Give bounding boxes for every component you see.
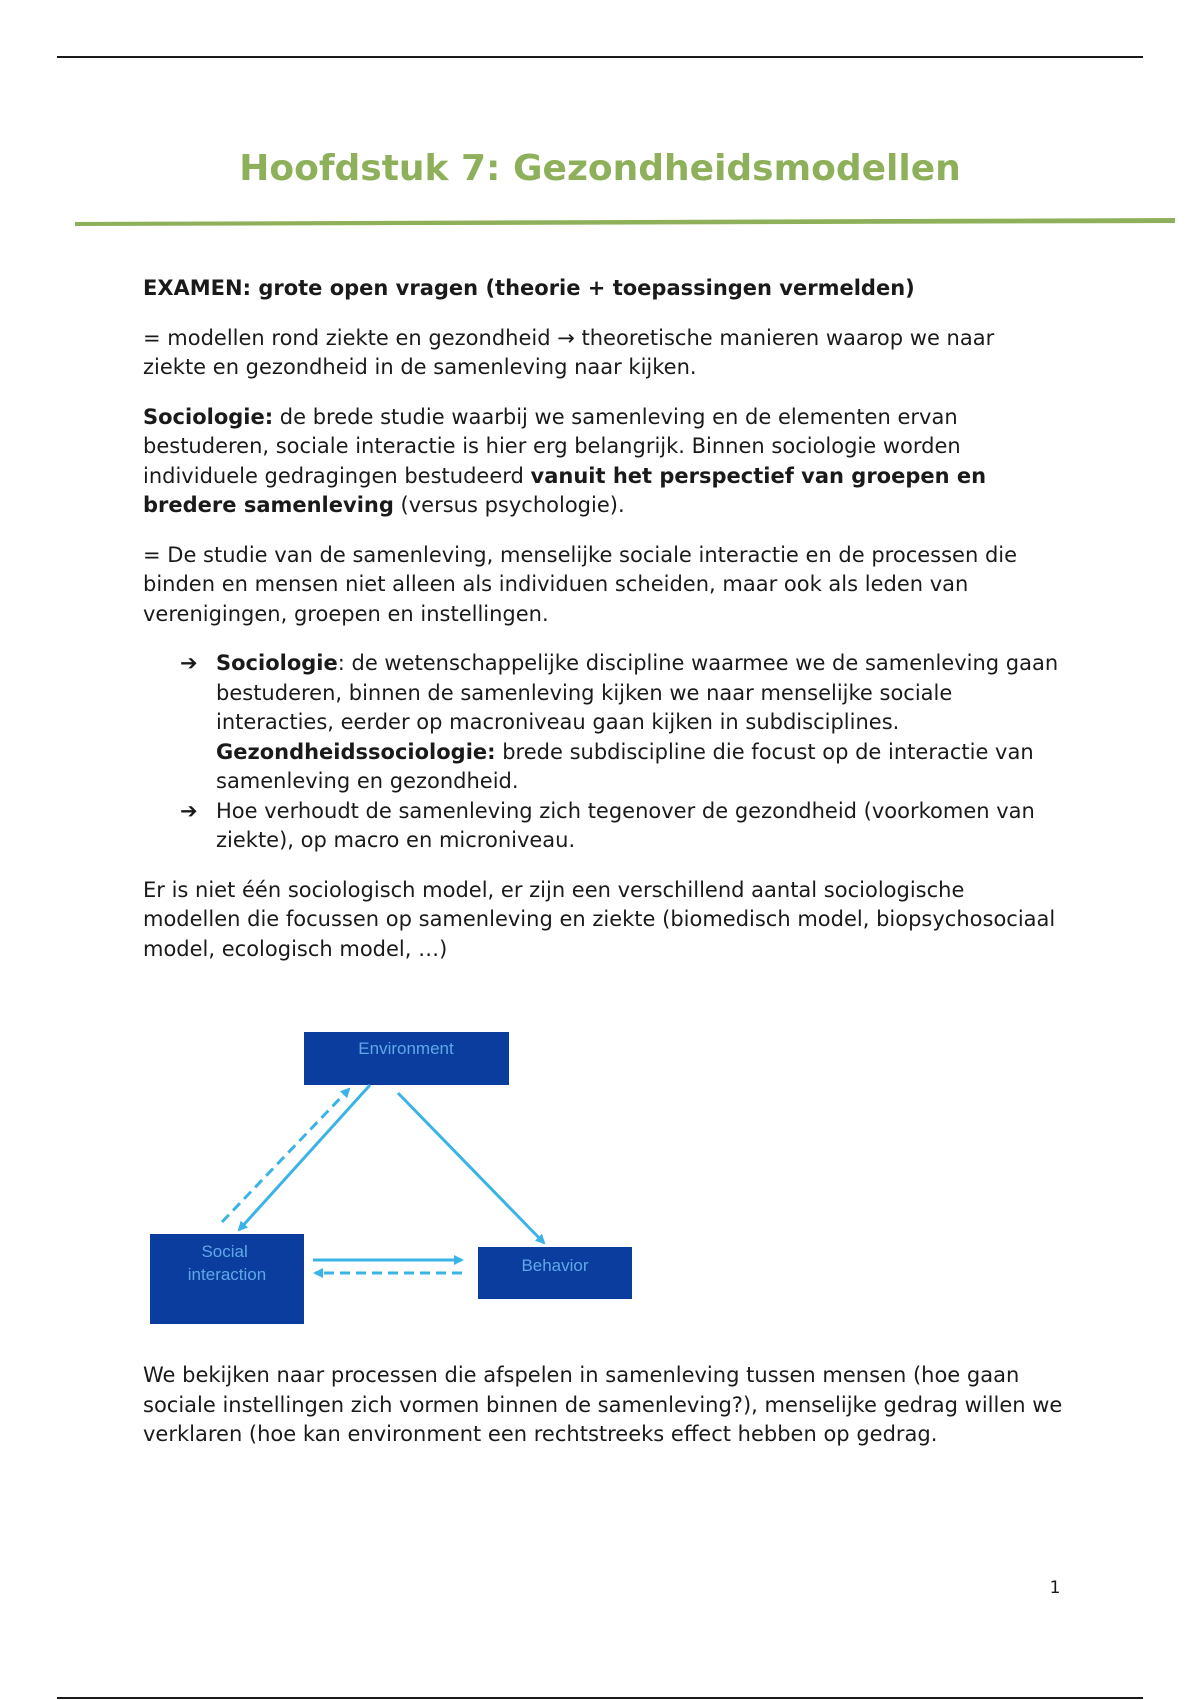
bullet-list: [143, 649, 1063, 856]
social-interaction-label: Social interaction: [187, 1242, 267, 1284]
arrow-environment-to-social: [239, 1085, 370, 1230]
footer-rule: [57, 1697, 1143, 1699]
behavior-label: Behavior: [521, 1256, 589, 1275]
page-number: 1: [1049, 1578, 1061, 1598]
arrow-right-icon: ➔: [180, 798, 198, 823]
list-item: ➔ Hoe verhoudt de samenleving zich tegenover de gezondheid (voorkomen van ziekte), op macro en microniveau.: [180, 798, 1035, 852]
header-rule: [57, 56, 1143, 58]
arrow-right-icon: ➔: [180, 651, 198, 675]
arrow-environment-to-behavior: [398, 1093, 544, 1243]
term-sociologie: Sociologie:: [143, 404, 274, 429]
list-item: ➔ Sociologie: de wetenschappelijke discipline waarmee we de samenleving gaan bestuderen, binnen de samenleving kijken we naar menselijke sociale interacties, eerder op macroniveau gaan kijken in subdisciplines. Gezondheidssociologie: brede subdiscipline die focust op de interactie van samenleving en gezondheid.: [180, 651, 1059, 793]
exam-note: EXAMEN: grote open vragen (theorie + toepassingen vermelden): [143, 276, 915, 300]
paragraph-definition: = modellen rond ziekte en gezondheid → theoretische manieren waarop we naar ziekte en gezondheid in de samenleving naar kijken.: [143, 325, 995, 379]
environment-label: Environment: [358, 1039, 454, 1058]
paragraph-processes: We bekijken naar processen die afspelen in samenleving tussen mensen (hoe gaan sociale instellingen zich vormen binnen de samenleving?), menselijke gedrag willen we verklaren (hoe kan environment een rechtstreeks effect hebben op gedrag.: [143, 1363, 1063, 1446]
paragraph-sociologie: Sociologie: de brede studie waarbij we samenleving en de elementen ervan bestuderen, sociale interactie is hier erg belangrijk. Binnen sociologie worden individuele gedragingen bestudeerd vanuit het perspectief van groepen en bredere samenleving (versus psychologie).: [143, 404, 987, 517]
title-underline: [75, 218, 1175, 226]
document-body-lower: [143, 1361, 1063, 1470]
paragraph-models: Er is niet één sociologisch model, er zijn een verschillend aantal sociologische modellen die focussen op samenleving en ziekte (biomedisch model, biopsychosociaal model, ecologisch model, …): [143, 877, 1056, 961]
paragraph-study: = De studie van de samenleving, menselijke sociale interactie en de processen die binden en mensen niet alleen als individuen scheiden, maar ook als leden van verenigingen, groepen en instellingen.: [143, 542, 1018, 626]
sociology-diagram: [140, 1020, 660, 1350]
arrow-social-to-environment: [222, 1089, 349, 1222]
page-title: Hoofdstuk 7: Gezondheidsmodellen: [239, 148, 961, 189]
document-body: [143, 274, 1063, 984]
